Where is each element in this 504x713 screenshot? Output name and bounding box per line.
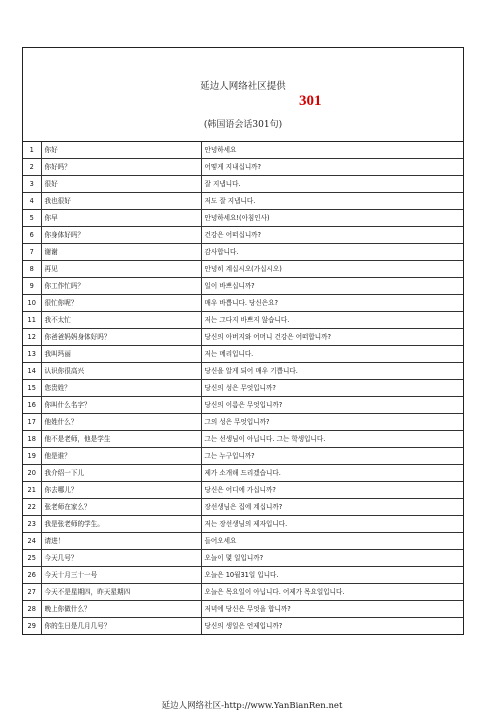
chinese-phrase: 你身体好吗？ xyxy=(41,227,201,244)
row-number: 22 xyxy=(23,499,41,516)
row-number: 17 xyxy=(23,414,41,431)
chinese-phrase: 我是张老师的学生。 xyxy=(41,516,201,533)
chinese-phrase: 你工作忙吗？ xyxy=(41,278,201,295)
row-number: 11 xyxy=(23,312,41,329)
row-number: 2 xyxy=(23,159,41,176)
chinese-phrase: 我也很好 xyxy=(41,193,201,210)
row-number: 14 xyxy=(23,363,41,380)
korean-phrase: 안녕히 계십시오(가십시오) xyxy=(201,261,463,278)
korean-phrase: 어떻게 지내십니까? xyxy=(201,159,463,176)
table-row xyxy=(23,397,463,414)
chinese-phrase: 张老师在家么？ xyxy=(41,499,201,516)
table-row xyxy=(23,244,463,261)
table-row xyxy=(23,278,463,295)
table-row xyxy=(23,601,463,618)
table-row xyxy=(23,159,463,176)
korean-phrase: 장선생님은 집에 계십니까? xyxy=(201,499,463,516)
row-number: 9 xyxy=(23,278,41,295)
korean-phrase: 오늘이 몇 일입니까? xyxy=(201,550,463,567)
table-row xyxy=(23,414,463,431)
source-line: 延边人网络社区提供 xyxy=(200,81,286,92)
chinese-phrase: 我叫玛丽 xyxy=(41,346,201,363)
table-row xyxy=(23,193,463,210)
korean-phrase: 매우 바쁩니다. 당신은요? xyxy=(201,295,463,312)
korean-phrase: 당신은 어디에 가십니까? xyxy=(201,482,463,499)
table-row xyxy=(23,227,463,244)
table-row xyxy=(23,533,463,550)
row-number: 20 xyxy=(23,465,41,482)
row-number: 28 xyxy=(23,601,41,618)
korean-phrase: 저녁에 당신은 무엇을 합니까? xyxy=(201,601,463,618)
chinese-phrase: 我不太忙 xyxy=(41,312,201,329)
row-number: 13 xyxy=(23,346,41,363)
chinese-phrase: 认识你很高兴 xyxy=(41,363,201,380)
row-number: 15 xyxy=(23,380,41,397)
chinese-phrase: 你早 xyxy=(41,210,201,227)
row-number: 8 xyxy=(23,261,41,278)
korean-phrase: 잘 지냅니다. xyxy=(201,176,463,193)
row-number: 19 xyxy=(23,448,41,465)
sheet-header xyxy=(23,48,463,142)
table-row xyxy=(23,499,463,516)
korean-phrase: 당신의 아버지와 어머니 건강은 어떠합니까? xyxy=(201,329,463,346)
table-row xyxy=(23,142,463,159)
row-number: 27 xyxy=(23,584,41,601)
row-number: 4 xyxy=(23,193,41,210)
korean-phrase: 안녕하세요!(아침인사) xyxy=(201,210,463,227)
chinese-phrase: 很忙你呢？ xyxy=(41,295,201,312)
table-row xyxy=(23,261,463,278)
chinese-phrase: 您贵姓？ xyxy=(41,380,201,397)
row-number: 10 xyxy=(23,295,41,312)
chinese-phrase: 我介绍一下儿 xyxy=(41,465,201,482)
korean-phrase: 그의 성은 무엇입니까? xyxy=(201,414,463,431)
row-number: 1 xyxy=(23,142,41,159)
korean-phrase: 안녕하세요 xyxy=(204,146,237,155)
table-row xyxy=(23,584,463,601)
row-number: 25 xyxy=(23,550,41,567)
chinese-phrase: 再见 xyxy=(41,261,201,278)
row-number: 3 xyxy=(23,176,41,193)
chinese-phrase: 他不是老师，他是学生 xyxy=(41,431,201,448)
table-row xyxy=(23,550,463,567)
chinese-phrase: 晚上你做什么？ xyxy=(41,601,201,618)
korean-phrase: 감사합니다. xyxy=(201,244,463,261)
korean-phrase: 당신의 생일은 언제입니까? xyxy=(201,618,463,635)
table-row xyxy=(23,618,463,635)
table-row xyxy=(23,210,463,227)
korean-phrase: 그는 누구입니까? xyxy=(201,448,463,465)
table-row xyxy=(23,465,463,482)
table-row xyxy=(23,431,463,448)
table-row xyxy=(23,295,463,312)
korean-phrase: 그는 선생님이 아닙니다. 그는 학생입니다. xyxy=(201,431,463,448)
table-row xyxy=(23,363,463,380)
footer-url: 延边人网络社区-http://www.YanBianRen.net xyxy=(161,701,343,711)
korean-phrase: 저는 그다지 바쁘지 않습니다. xyxy=(201,312,463,329)
chinese-phrase: 今天几号？ xyxy=(41,550,201,567)
table-row xyxy=(23,176,463,193)
chinese-phrase: 他是谁？ xyxy=(41,448,201,465)
table-row xyxy=(23,346,463,363)
korean-phrase: 들어오세요 xyxy=(201,533,463,550)
table-row xyxy=(23,380,463,397)
row-number: 12 xyxy=(23,329,41,346)
subtitle: (韩国语会话301句) xyxy=(203,120,283,130)
chinese-phrase: 今天不是星期四，昨天星期四 xyxy=(41,584,201,601)
table-row xyxy=(23,448,463,465)
korean-phrase: 제가 소개해 드리겠습니다. xyxy=(201,465,463,482)
row-number: 23 xyxy=(23,516,41,533)
chinese-phrase: 你叫什么名字？ xyxy=(41,397,201,414)
korean-phrase: 저도 잘 지냅니다. xyxy=(201,193,463,210)
row-number: 16 xyxy=(23,397,41,414)
chinese-phrase: 你爸爸妈妈身体好吗？ xyxy=(41,329,201,346)
row-number: 21 xyxy=(23,482,41,499)
row-number: 5 xyxy=(23,210,41,227)
table-row xyxy=(23,329,463,346)
table-row xyxy=(23,567,463,584)
korean-phrase: 당신의 이름은 무엇입니까? xyxy=(201,397,463,414)
chinese-phrase: 你好 xyxy=(41,142,201,159)
row-number: 29 xyxy=(23,618,41,635)
korean-phrase: 오늘은 10월31일 입니다. xyxy=(201,567,463,584)
korean-phrase: 당신을 알게 되어 매우 기쁩니다. xyxy=(201,363,463,380)
korean-phrase: 당신의 성은 무엇입니까? xyxy=(201,380,463,397)
chinese-phrase: 你去哪儿？ xyxy=(41,482,201,499)
chinese-phrase: 你的生日是几月几号？ xyxy=(41,618,201,635)
row-number: 6 xyxy=(23,227,41,244)
chinese-phrase: 很好 xyxy=(41,176,201,193)
chinese-phrase: 你好吗？ xyxy=(41,159,201,176)
table-row xyxy=(23,312,463,329)
row-number: 26 xyxy=(23,567,41,584)
phrase-sheet xyxy=(22,47,464,635)
phrase-table xyxy=(23,142,463,634)
korean-phrase: 오늘은 목요일이 아닙니다. 어제가 목요일입니다. xyxy=(201,584,463,601)
table-row xyxy=(23,516,463,533)
table-row xyxy=(23,482,463,499)
chinese-phrase: 请进！ xyxy=(41,533,201,550)
korean-phrase: 건강은 어떠십니까? xyxy=(201,227,463,244)
korean-phrase: 일이 바쁘십니까? xyxy=(201,278,463,295)
row-number: 7 xyxy=(23,244,41,261)
chinese-phrase: 今天十月三十一号 xyxy=(41,567,201,584)
chinese-phrase: 他姓什么？ xyxy=(41,414,201,431)
row-number: 24 xyxy=(23,533,41,550)
chinese-phrase: 谢谢 xyxy=(41,244,201,261)
korean-phrase: 저는 메리입니다. xyxy=(201,346,463,363)
korean-phrase: 저는 장선생님의 제자입니다. xyxy=(201,516,463,533)
title-number: 301 xyxy=(299,93,322,109)
row-number: 18 xyxy=(23,431,41,448)
